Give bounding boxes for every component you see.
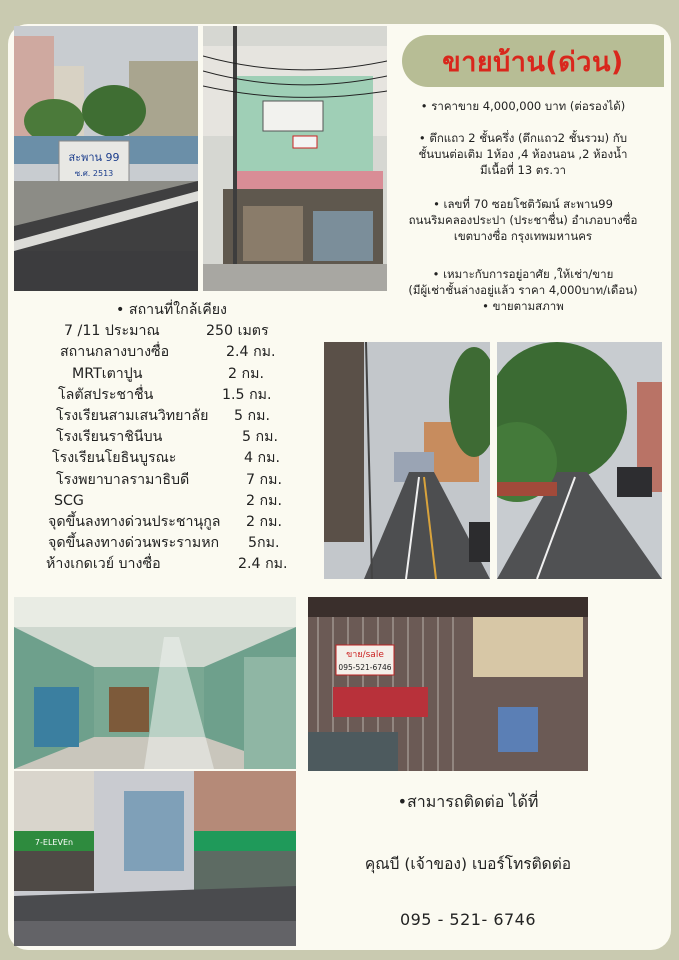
place-distance: 4 กม. bbox=[244, 450, 280, 467]
place-distance: 1.5 กม. bbox=[222, 386, 272, 403]
place-distance: 5 กม. bbox=[234, 407, 270, 424]
nearby-row bbox=[34, 554, 319, 575]
nearby-row bbox=[34, 364, 319, 385]
photo-street-sign bbox=[14, 26, 198, 291]
nearby-row bbox=[34, 512, 319, 533]
place-name: 7 /11 ประมาณ bbox=[64, 323, 160, 340]
street-sign-subtext: ซ.ศ. 2513 bbox=[74, 169, 114, 178]
detail-address bbox=[392, 196, 654, 244]
detail-line: • ขายตามสภาพ bbox=[482, 299, 564, 313]
nearby-row bbox=[34, 427, 319, 448]
detail-line: เขตบางซื่อ กรุงเทพมหานคร bbox=[453, 229, 593, 243]
nearby-row bbox=[34, 491, 319, 512]
place-distance: 5กม. bbox=[248, 535, 280, 552]
detail-line: • เลขที่ 70 ซอยโชติวัฒน์ สะพาน99 bbox=[433, 197, 613, 211]
nearby-row bbox=[34, 385, 319, 406]
place-distance: 5 กม. bbox=[242, 429, 278, 446]
contact-owner: คุณบี (เจ้าของ) เบอร์โทรติดต่อ bbox=[364, 855, 572, 873]
detail-line: • ราคาขาย 4,000,000 บาท (ต่อรองได้) bbox=[420, 99, 626, 113]
photo-street-seven-eleven bbox=[14, 771, 296, 946]
contact-title: •สามารถติดต่อ ได้ที่ bbox=[397, 792, 539, 811]
street-sign-text: สะพาน 99 bbox=[68, 151, 120, 164]
place-name: ห้างเกดเวย์ บางซื่อ bbox=[46, 556, 161, 573]
detail-line: (มีผู้เช่าชั้นล่างอยู่แล้ว ราคา 4,000บาท/เดือน) bbox=[408, 283, 638, 297]
detail-building bbox=[392, 130, 654, 178]
place-distance: 7 กม. bbox=[246, 471, 282, 488]
detail-price bbox=[392, 98, 654, 114]
nearby-row bbox=[34, 342, 319, 363]
place-name: โรงพยาบาลรามาธิบดี bbox=[56, 471, 190, 488]
contact-phone[interactable]: 095 - 521- 6746 bbox=[399, 910, 537, 929]
place-name: สถานกลางบางซื่อ bbox=[60, 344, 170, 361]
place-name: โรงเรียนราชินีบน bbox=[56, 429, 163, 446]
detail-line: มีเนื้อที่ 13 ตร.วา bbox=[479, 163, 567, 177]
place-name: โลตัสประชาชื่น bbox=[58, 386, 154, 403]
detail-line: ชั้นบนต่อเติม 1ห้อง ,4 ห้องนอน ,2 ห้องน้ำ bbox=[418, 147, 628, 161]
title-banner bbox=[402, 35, 664, 87]
property-details bbox=[392, 98, 654, 328]
page-title: ขายบ้าน(ด่วน) bbox=[442, 46, 624, 78]
nearby-row bbox=[34, 533, 319, 554]
sale-sign-text: ขาย/sale bbox=[346, 650, 384, 660]
place-distance: 2.4 กม. bbox=[226, 344, 276, 361]
detail-usage bbox=[392, 266, 654, 314]
detail-line: • ตึกแถว 2 ชั้นครึ่ง (ตึกแถว2 ชั้นรวม) กับ bbox=[418, 131, 628, 145]
contact-section bbox=[308, 790, 658, 929]
place-distance: 2 กม. bbox=[246, 492, 282, 509]
place-distance: 2 กม. bbox=[246, 513, 282, 530]
photo-street-view-2 bbox=[497, 342, 662, 579]
nearby-row bbox=[34, 406, 319, 427]
place-name: จุดขึ้นลงทางด่วนประชานุกูล bbox=[48, 513, 221, 530]
store-sign-text: 7-ELEVEn bbox=[34, 838, 74, 847]
place-distance: 2.4 กม. bbox=[238, 556, 288, 573]
nearby-row bbox=[34, 470, 319, 491]
nearby-row bbox=[34, 448, 319, 469]
sale-sign-phone: 095-521-6746 bbox=[338, 663, 392, 672]
detail-line: • เหมาะกับการอยู่อาศัย ,ให้เช่า/ขาย bbox=[432, 267, 614, 281]
place-name: SCG bbox=[54, 492, 84, 509]
photo-shop-front bbox=[308, 597, 588, 771]
photo-street-view-1 bbox=[324, 342, 490, 579]
nearby-places bbox=[34, 300, 319, 575]
place-name: จุดขึ้นลงทางด่วนพระรามหก bbox=[48, 535, 220, 552]
photo-shophouse bbox=[203, 26, 387, 291]
photo-interior bbox=[14, 597, 296, 769]
place-name: โรงเรียนสามเสนวิทยาลัย bbox=[56, 407, 209, 424]
detail-line: ถนนริมคลองประปา (ประชาชื่น) อำเภอบางซื่อ bbox=[408, 213, 638, 227]
place-name: MRTเตาปูน bbox=[72, 365, 143, 382]
nearby-row bbox=[34, 321, 319, 342]
place-distance: 2 กม. bbox=[228, 365, 264, 382]
place-name: โรงเรียนโยธินบูรณะ bbox=[52, 450, 177, 467]
nearby-title: • สถานที่ใกล้เคียง bbox=[116, 302, 227, 318]
place-distance: 250 เมตร bbox=[206, 323, 269, 340]
